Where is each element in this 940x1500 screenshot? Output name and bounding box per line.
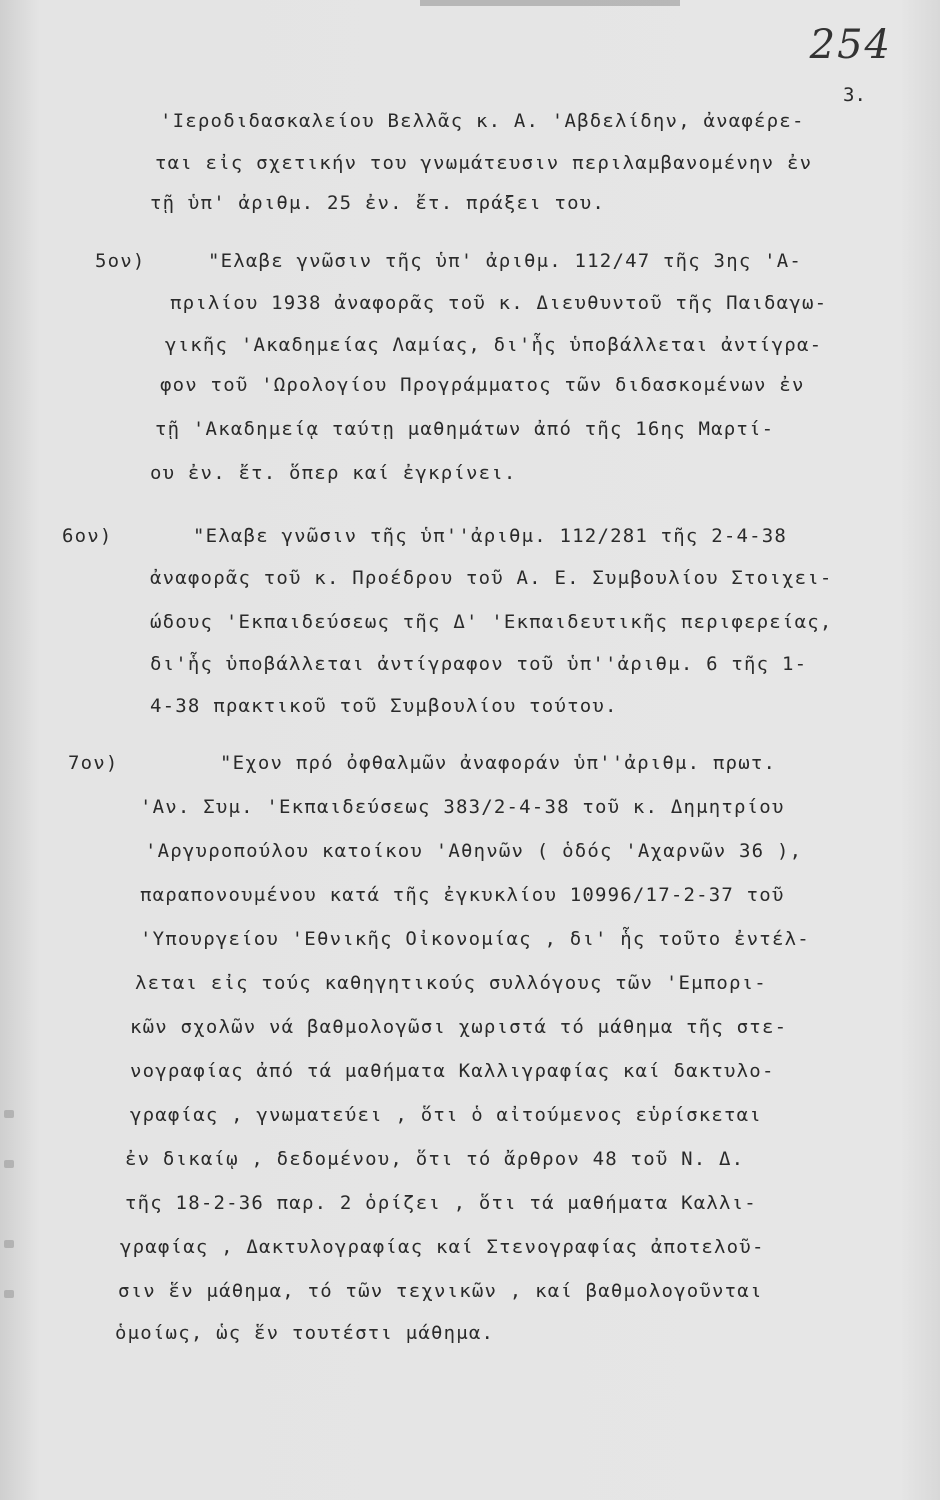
line-text: φον τοῦ 'Ωρολογίου Προγράμματος τῶν διδασκομένων ἐν (160, 374, 805, 396)
text-line (0, 1322, 940, 1358)
line-text: πριλίου 1938 ἀναφορᾶς τοῦ κ. Διευθυντοῦ τῆς Παιδαγω- (170, 292, 828, 314)
handwritten-page-number: 254 (809, 22, 892, 68)
text-line (0, 374, 940, 410)
line-text: γραφίας , Δακτυλογραφίας καί Στενογραφίας ἀποτελοῦ- (120, 1236, 765, 1258)
text-line (0, 567, 940, 603)
line-text: παραπονουμένου κατά τῆς ἐγκυκλίου 10996/17-2-37 τοῦ (140, 884, 785, 906)
item-number-label: 6ον) (62, 525, 113, 547)
text-line (0, 840, 940, 876)
text-line (0, 1016, 940, 1052)
line-text: δι'ἧς ὑποβάλλεται ἀντίγραφον τοῦ ὑπ''ἀριθμ. 6 τῆς 1- (150, 653, 808, 675)
binding-edge-marks (0, 1100, 20, 1360)
text-line (0, 110, 940, 146)
text-line (0, 334, 940, 370)
line-text: ται εἰς σχετικήν του γνωμάτευσιν περιλαμβανομένην ἐν (155, 152, 813, 174)
line-text: τῇ ὑπ' ἀριθμ. 25 ἐν. ἔτ. πράξει του. (150, 192, 606, 214)
line-text: "Ελαβε γνῶσιν τῆς ὑπ' ἀριθμ. 112/47 τῆς 3ης 'Α- (208, 250, 803, 272)
text-line (0, 695, 940, 731)
line-text: 4-38 πρακτικοῦ τοῦ Συμβουλίου τούτου. (150, 695, 618, 717)
text-line (0, 1280, 940, 1316)
text-line (0, 884, 940, 920)
text-line (0, 462, 940, 498)
line-text: ου ἐν. ἔτ. ὅπερ καί ἐγκρίνει. (150, 462, 517, 484)
text-line (0, 250, 940, 286)
text-line (0, 653, 940, 689)
text-line (0, 611, 940, 647)
item-number-label: 7ον) (68, 752, 119, 774)
text-line (0, 152, 940, 188)
line-text: 'Αργυροπούλου κατοίκου 'Αθηνῶν ( ὁδός 'Αχαρνῶν 36 ), (145, 840, 803, 862)
line-text: γραφίας , γνωματεύει , ὅτι ὁ αἰτούμενος εὑρίσκεται (130, 1104, 762, 1126)
line-text: λεται εἰς τούς καθηγητικούς συλλόγους τῶν 'Εμπορι- (135, 972, 767, 994)
text-line (0, 1192, 940, 1228)
line-text: ἀναφορᾶς τοῦ κ. Προέδρου τοῦ Α. Ε. Συμβουλίου Στοιχει- (150, 567, 833, 589)
line-text: "Εχον πρό ὀφθαλμῶν ἀναφοράν ὑπ''ἀριθμ. πρωτ. (220, 752, 777, 774)
line-text: ἐν δικαίῳ , δεδομένου, ὅτι τό ἄρθρον 48 τοῦ Ν. Δ. (125, 1148, 745, 1170)
scan-edge-mark (420, 0, 680, 6)
text-line (0, 752, 940, 788)
text-line (0, 192, 940, 228)
line-text: 'Ιεροδιδασκαλείου Βελλᾶς κ. Α. 'Αβδελίδην, ἀναφέρε- (160, 110, 805, 132)
text-line (0, 1148, 940, 1184)
line-text: νογραφίας ἀπό τά μαθήματα Καλλιγραφίας καί δακτυλο- (130, 1060, 775, 1082)
line-text: 'Υπουργείου 'Εθνικῆς Οἰκονομίας , δι' ἧς τοῦτο ἐντέλ- (140, 928, 810, 950)
typed-page-number: 3. (843, 84, 866, 106)
text-line (0, 1104, 940, 1140)
text-line (0, 928, 940, 964)
line-text: ώδους 'Εκπαιδεύσεως τῆς Δ' 'Εκπαιδευτικῆς περιφερείας, (150, 611, 833, 633)
text-line (0, 292, 940, 328)
item-number-label: 5ον) (95, 250, 146, 272)
text-line (0, 972, 940, 1008)
text-line (0, 418, 940, 454)
line-text: τῆς 18-2-36 παρ. 2 ὁρίζει , ὅτι τά μαθήματα Καλλι- (125, 1192, 757, 1214)
text-line (0, 1236, 940, 1272)
text-line (0, 525, 940, 561)
line-text: "Ελαβε γνῶσιν τῆς ὑπ''ἀριθμ. 112/281 τῆς 2-4-38 (193, 525, 788, 547)
line-text: σιν ἕν μάθημα, τό τῶν τεχνικῶν , καί βαθμολογοῦνται (118, 1280, 763, 1302)
line-text: γικῆς 'Ακαδημείας Λαμίας, δι'ἧς ὑποβάλλεται ἀντίγρα- (165, 334, 823, 356)
line-text: 'Αν. Συμ. 'Εκπαιδεύσεως 383/2-4-38 τοῦ κ. Δημητρίου (140, 796, 785, 818)
text-line (0, 796, 940, 832)
line-text: ὁμοίως, ὡς ἕν τουτέστι μάθημα. (115, 1322, 495, 1344)
line-text: τῇ 'Ακαδημείᾳ ταύτῃ μαθημάτων ἀπό τῆς 16ης Μαρτί- (155, 418, 775, 440)
line-text: κῶν σχολῶν νά βαθμολογῶσι χωριστά τό μάθημα τῆς στε- (130, 1016, 788, 1038)
text-line (0, 1060, 940, 1096)
